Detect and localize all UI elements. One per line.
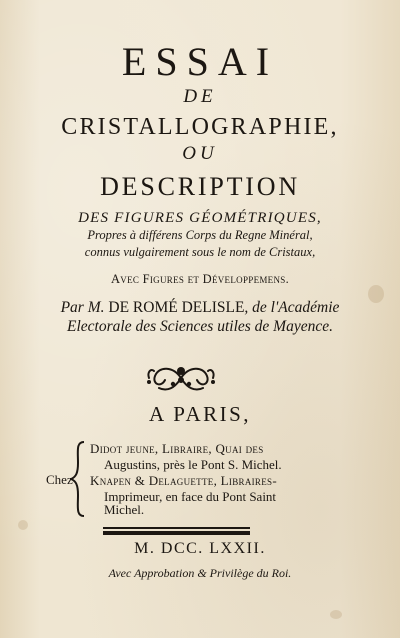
title-connector-ou: OU	[182, 143, 218, 164]
double-rule-bottom	[103, 531, 250, 535]
author-prefix: Par M.	[60, 299, 105, 316]
alternate-title: DESCRIPTION	[100, 172, 300, 201]
publisher-line	[90, 441, 264, 456]
approbation-line: Avec Approbation & Privilège du Roi.	[108, 566, 292, 580]
curly-brace	[70, 441, 86, 517]
subtitle-connus: connus vulgairement sous le nom de Cristaux,	[84, 245, 316, 259]
main-title: ESSAI	[121, 39, 279, 84]
subtitle-figures: DES FIGURES GÉOMÉTRIQUES,	[78, 210, 322, 226]
publisher-didot: Didot jeune, Libraire, Quai des	[90, 441, 264, 456]
publication-year: M. DCC. LXXII.	[134, 540, 266, 557]
foxing-spot	[330, 610, 342, 619]
publisher-line: Michel.	[104, 502, 145, 517]
publisher-line	[90, 473, 277, 488]
author-name: DE ROMÉ DELISLE	[108, 299, 245, 316]
title-connector-de: DE	[183, 86, 217, 107]
foxing-spot	[18, 520, 28, 530]
publisher-line: Augustins, près le Pont S. Michel.	[104, 457, 282, 472]
publisher-knapen: Knapen & Delaguette, Libraires-	[90, 473, 277, 488]
subject-title: CRISTALLOGRAPHIE,	[61, 114, 339, 140]
author-line	[0, 299, 400, 317]
subtitle-propres: Propres à différens Corps du Regne Minéral,	[87, 228, 313, 242]
publisher-line: Imprimeur, en face du Pont Saint	[104, 489, 277, 504]
double-rule-top	[103, 527, 250, 529]
chez-label: Chez	[46, 472, 73, 487]
floral-ornament	[145, 362, 217, 394]
subtitle-avec: Avec Figures et Développemens.	[110, 272, 289, 286]
author-suffix: , de l'Académie	[244, 299, 340, 316]
place-of-publication: A PARIS,	[148, 402, 252, 426]
academy-line: Electorale des Sciences utiles de Mayence.	[67, 318, 333, 335]
